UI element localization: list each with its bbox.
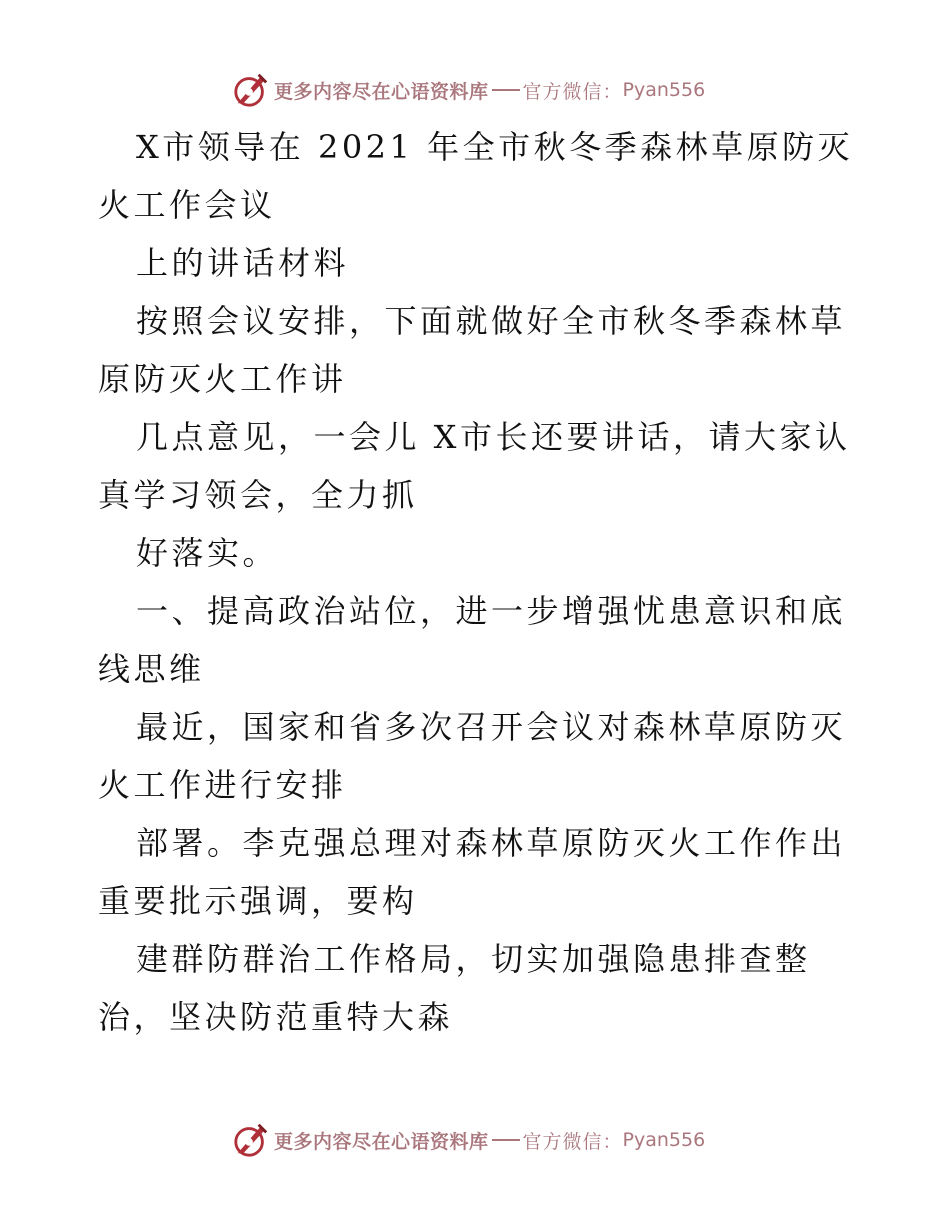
watermark-text: 更多内容尽在心语资料库	[274, 80, 489, 103]
watermark-dash	[492, 1139, 520, 1141]
paragraph: 按照会议安排，下面就做好全市秋冬季森林草原防灭火工作讲	[98, 302, 847, 398]
paragraph: 好落实。	[136, 534, 279, 572]
section-heading: 一、提高政治站位，进一步增强忧患意识和底线思维	[98, 592, 847, 688]
quill-logo-icon	[232, 1121, 270, 1159]
watermark-text: 更多内容尽在心语资料库	[274, 1130, 489, 1153]
watermark-sub: 官方微信：	[522, 1130, 623, 1153]
paragraph: 几点意见，一会儿 X市长还要讲话，请大家认真学习领会，全力抓	[98, 418, 851, 514]
watermark-id: Pyan556	[622, 79, 706, 101]
paragraph: 最近，国家和省多次召开会议对森林草原防灭火工作进行安排	[98, 708, 847, 804]
watermark-id: Pyan556	[622, 1129, 706, 1151]
document-body	[98, 118, 858, 1046]
watermark-footer	[232, 1120, 705, 1160]
paragraph: 建群防群治工作格局，切实加强隐患排查整治，坚决防范重特大森	[98, 940, 811, 1036]
doc-title-line-2: 上的讲话材料	[136, 244, 350, 282]
watermark-header	[232, 70, 705, 110]
doc-title-line: X市领导在 2021 年全市秋冬季森林草原防灭火工作会议	[98, 128, 854, 224]
paragraph: 部署。李克强总理对森林草原防灭火工作作出重要批示强调，要构	[98, 824, 847, 920]
watermark-dash	[492, 89, 520, 91]
watermark-sub: 官方微信：	[522, 80, 623, 103]
quill-logo-icon	[232, 71, 270, 109]
